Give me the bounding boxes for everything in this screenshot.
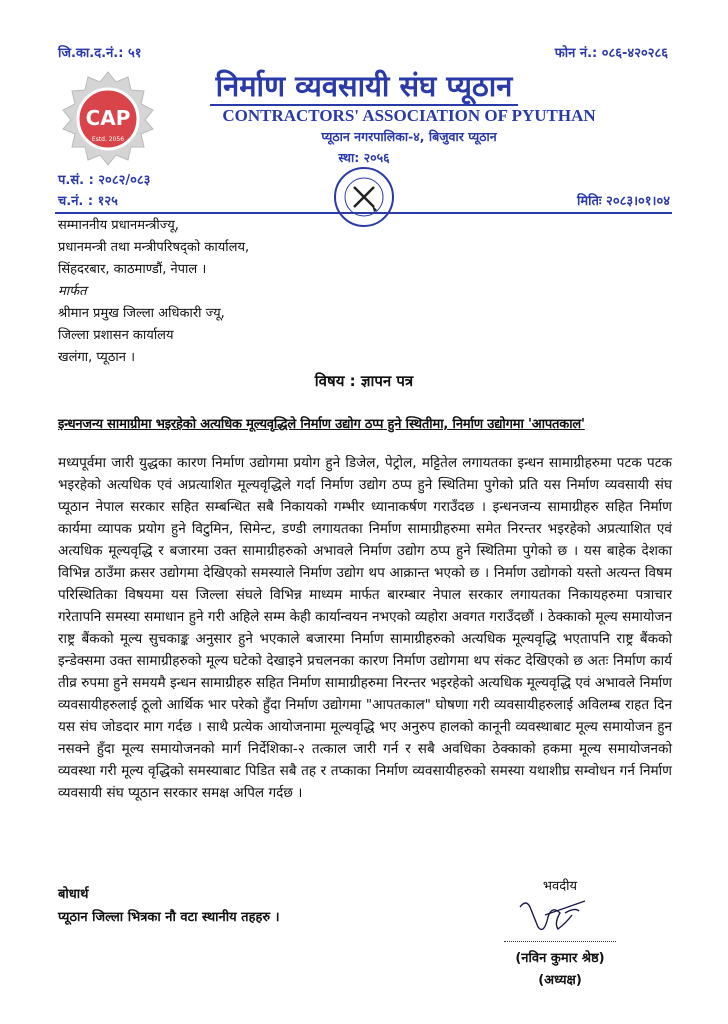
dispatch-number: च.नं. : १२५: [58, 194, 118, 209]
handwritten-signature: [515, 895, 605, 937]
via-label: मार्फत: [58, 284, 87, 299]
signatory-designation: (अध्यक्ष): [538, 973, 582, 988]
subject-line: विषय : ज्ञापन पत्र: [314, 372, 414, 390]
registration-number: जि.का.द.नं.: ५१: [58, 46, 142, 61]
phone-number: फोन नं.: ०८६-४२०२८६: [554, 46, 668, 61]
via-line: खलंगा, प्यूठान ।: [58, 350, 136, 365]
closing: भवदीय: [542, 879, 578, 894]
official-seal: [332, 165, 396, 229]
letter-body: मध्यपूर्वमा जारी युद्धका कारण निर्माण उद्योगमा प्रयोग हुने डिजेल, पेट्रोल, मट्टितेल लगायतका इन्धन सामाग्रीहरुमा पटक पटक भइरहेको अत्यधिक एवं अप्रत्याशित मूल्यवृद्धिले गर्दा निर्माण उद्योग ठप्प हुने स्थितिमा पुगेको प्रति यस निर्माण व्यवसायी संघ प्यूठान नेपाल सरकार सहित सम्बन्धित सबै निकायको गम्भीर ध्यानाकर्षण गराउँदछ । इन्धनजन्य सामाग्रीहरु सहित निर्माण कार्यमा व्यापक प्रयोग हुने विटुमिन, सिमेन्ट, डण्डी लगायतका निर्माण सामाग्रीहरुमा समेत निरन्तर भइरहेको अप्रत्याशित एवं अत्यधिक मूल्यवृद्धि र बजारमा उक्त सामाग्रीहरुको अभावले निर्माण उद्योग ठप्प हुने स्थितिमा पुगेको छ । यस बाहेक देशका विभिन्न ठाउँमा क्रसर उद्योगमा देखिएको समस्याले निर्माण उद्योग थप आक्रान्त भएको छ । निर्माण उद्योगको यस्तो अत्यन्त विषम परिस्थितिका विषयमा यस जिल्ला संघले विभिन्न माध्यम मार्फत बारम्बार नेपाल सरकार लगायतका निकायहरुमा पत्राचार गरेतापनि समस्या समाधान हुने गरी अहिले सम्म केही कार्यान्वयन नभएको व्यहोरा अवगत गराउँदछौं । ठेक्काको मूल्य समायोजन राष्ट्र बैंकको मूल्य सुचकाङ्क अनुसार हुने भएकाले बजारमा निर्माण सामाग्रीहरुको अत्यधिक मूल्यवृद्धि भएतापनि राष्ट्र बैंकको इन्डेक्समा उक्त सामाग्रीहरुको मूल्य घटेको देखाइने प्रचलनका कारण निर्माण उद्योगमा थप संकट देखिएको छ अतः निर्माण कार्य तीव्र रुपमा हुने समयमै इन्धन सामाग्रीहरु सहित निर्माण सामाग्रीहरुमा निरन्तर भइरहेको अत्यधिक मूल्यवृद्धि एवं अभावले निर्माण व्यवसायीहरुलाई ठूलो आर्थिक भार परेको हुँदा निर्माण उद्योगमा "आपतकाल" घोषणा गरी व्यवसायीहरुलाई अविलम्ब राहत दिन यस संघ जोडदार माग गर्दछ । साथै प्रत्येक आयोजनामा मूल्यवृद्धि भए अनुरुप हालको कानूनी व्यवस्थाबाट मूल्य समायोजन हुन नसक्ने हुँदा मूल्य समायोजनको मार्ग निर्देशिका-२ तत्काल जारी गर्न र सबै अवधिका ठेक्काको हकमा मूल्य समायोजनको व्यवस्था गरी मूल्य वृद्धिको समस्याबाट पिडित सबै तह र तप्काका निर्माण व्यवसायीहरुको समस्या यथाशीघ्र सम्वोधन गर्न निर्माण व्यवसायी संघ प्यूठान सरकार समक्ष अपिल गर्दछ ।: [58, 455, 672, 801]
recipient-block: [58, 215, 249, 369]
cc-title: बोधार्थ: [58, 887, 89, 902]
svg-text:Estd. 2056: Estd. 2056: [91, 136, 125, 143]
established-year: स्था: २०५६: [338, 150, 390, 165]
org-address: प्यूठान नगरपालिका-४, बिजुवार प्यूठान: [321, 129, 497, 144]
via-line: श्रीमान प्रमुख जिल्ला अधिकारी ज्यू,: [58, 306, 225, 321]
letter-heading: इन्धनजन्य सामाग्रीमा भइरहेको अत्यधिक मूल्यवृद्धिले निर्माण उद्योग ठप्प हुने स्थितीमा, निर्माण उद्योगमा 'आपतकाल': [58, 417, 585, 432]
cc-recipients: प्यूठान जिल्ला भित्रका नौ वटा स्थानीय तहहरु ।: [58, 910, 280, 925]
header-divider: [55, 212, 672, 214]
via-line: जिल्ला प्रशासन कार्यालय: [58, 328, 174, 343]
recipient-line: प्रधानमन्त्री तथा मन्त्रीपरिषद्को कार्यालय,: [58, 240, 250, 255]
org-name-english: CONTRACTORS' ASSOCIATION OF PYUTHAN: [222, 106, 596, 125]
letter-date: मितिः २०८३।०१।०४: [576, 194, 670, 209]
org-name-nepali: निर्माण व्यवसायी संघ प्यूठान: [0, 66, 728, 105]
logo-lettering: CAP: [85, 106, 131, 130]
fiscal-year: प.सं. : २०८२/०८३: [58, 173, 151, 188]
recipient-line: सिंहदरबार, काठमाण्डौं, नेपाल ।: [58, 262, 207, 277]
signature-line: [504, 941, 616, 942]
signatory-name: (नविन कुमार श्रेष्ठ): [515, 951, 605, 966]
recipient-line: सम्माननीय प्रधानमन्त्रीज्यू,: [58, 218, 179, 233]
